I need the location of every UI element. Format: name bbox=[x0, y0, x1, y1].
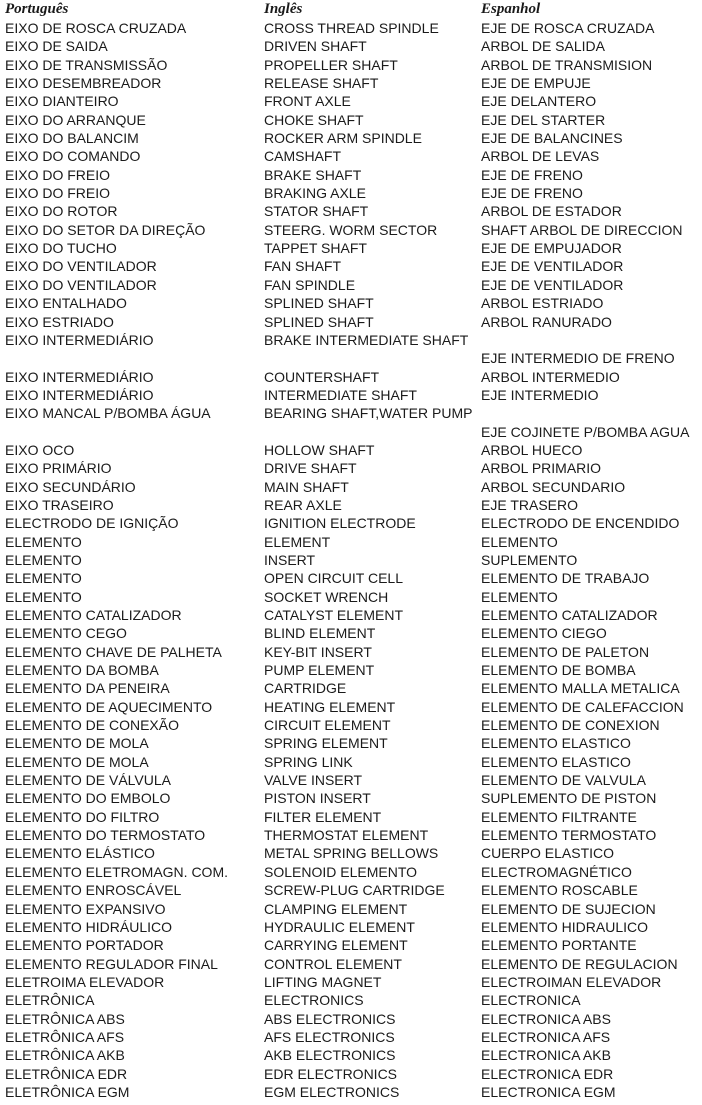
term-portuguese: ELEMENTO bbox=[5, 588, 82, 605]
term-spanish: ELEMENTO ROSCABLE bbox=[481, 882, 638, 899]
term-english: BRAKE SHAFT bbox=[264, 166, 362, 183]
glossary-row bbox=[0, 166, 702, 184]
glossary-row bbox=[0, 918, 702, 936]
term-portuguese: ELEMENTO ENROSCÁVEL bbox=[5, 882, 182, 899]
term-portuguese: EIXO ENTALHADO bbox=[5, 295, 127, 312]
glossary-row bbox=[0, 1046, 702, 1064]
glossary-row bbox=[0, 386, 702, 404]
term-portuguese: EIXO DO ROTOR bbox=[5, 203, 118, 220]
term-english: CARRYING ELEMENT bbox=[264, 937, 408, 954]
term-portuguese: EIXO DO ARRANQUE bbox=[5, 111, 146, 128]
glossary-row bbox=[0, 423, 702, 441]
glossary-row bbox=[0, 202, 702, 220]
term-spanish: ARBOL PRIMARIO bbox=[481, 460, 602, 477]
term-english: AKB ELECTRONICS bbox=[264, 1047, 396, 1064]
term-portuguese: ELETRÔNICA AFS bbox=[5, 1028, 125, 1045]
term-portuguese: EIXO INTERMEDIÁRIO bbox=[5, 331, 154, 348]
term-english: OPEN CIRCUIT CELL bbox=[264, 570, 403, 587]
term-english: SPLINED SHAFT bbox=[264, 313, 374, 330]
term-portuguese: ELEMENTO DE MOLA bbox=[5, 753, 149, 770]
glossary-row bbox=[0, 404, 702, 422]
glossary-row bbox=[0, 1083, 702, 1101]
glossary-row bbox=[0, 349, 702, 367]
term-english: HEATING ELEMENT bbox=[264, 698, 396, 715]
term-spanish: ELEMENTO DE VALVULA bbox=[481, 772, 646, 789]
term-portuguese: ELEMENTO DE MOLA bbox=[5, 735, 149, 752]
glossary-row bbox=[0, 147, 702, 165]
term-portuguese: ELEMENTO EXPANSIVO bbox=[5, 900, 166, 917]
glossary-row bbox=[0, 881, 702, 899]
glossary-row bbox=[0, 37, 702, 55]
glossary-row bbox=[0, 588, 702, 606]
term-spanish: ELEMENTO ELASTICO bbox=[481, 735, 631, 752]
glossary-row bbox=[0, 496, 702, 514]
glossary-row bbox=[0, 221, 702, 239]
term-portuguese: EIXO PRIMÁRIO bbox=[5, 460, 112, 477]
term-portuguese: ELEMENTO REGULADOR FINAL bbox=[5, 955, 218, 972]
term-spanish: EJE DE EMPUJADOR bbox=[481, 240, 622, 257]
term-spanish: CUERPO ELASTICO bbox=[481, 845, 615, 862]
term-english: IGNITION ELECTRODE bbox=[264, 515, 416, 532]
term-portuguese: EIXO DE SAIDA bbox=[5, 38, 108, 55]
term-spanish: EJE DE BALANCINES bbox=[481, 130, 623, 147]
term-english: DRIVE SHAFT bbox=[264, 460, 357, 477]
term-portuguese: ELEMENTO DO FILTRO bbox=[5, 808, 160, 825]
term-portuguese: ELEMENTO CATALIZADOR bbox=[5, 607, 182, 623]
term-portuguese: ELEMENTO ELÁSTICO bbox=[5, 845, 155, 862]
term-english: ROCKER ARM SPINDLE bbox=[264, 130, 422, 147]
term-spanish: ARBOL ESTRIADO bbox=[481, 295, 604, 312]
glossary-row bbox=[0, 661, 702, 679]
term-spanish: EJE COJINETE P/BOMBA AGUA bbox=[481, 423, 690, 440]
glossary-row bbox=[0, 863, 702, 881]
term-portuguese: EIXO ESTRIADO bbox=[5, 313, 114, 330]
header-english: Inglês bbox=[264, 1, 303, 17]
term-spanish: ARBOL DE TRANSMISION bbox=[481, 56, 653, 73]
term-english: FRONT AXLE bbox=[264, 93, 351, 110]
term-portuguese: EIXO DO VENTILADOR bbox=[5, 258, 157, 275]
term-spanish: EJE DE FRENO bbox=[481, 185, 583, 202]
glossary-row bbox=[0, 844, 702, 862]
term-spanish: SUPLEMENTO DE PISTON bbox=[481, 790, 657, 807]
term-portuguese: ELEMENTO bbox=[5, 533, 82, 550]
term-spanish: EJE DEL STARTER bbox=[481, 111, 606, 128]
term-portuguese: EIXO MANCAL P/BOMBA ÁGUA bbox=[5, 405, 211, 422]
glossary-row bbox=[0, 533, 702, 551]
term-spanish: ELEMENTO TERMOSTATO bbox=[481, 827, 657, 844]
glossary-row bbox=[0, 808, 702, 826]
term-spanish: ELECTRONICA bbox=[481, 992, 581, 1009]
glossary-row bbox=[0, 771, 702, 789]
header-spanish: Espanhol bbox=[481, 1, 541, 17]
term-english: EDR ELECTRONICS bbox=[264, 1065, 398, 1082]
term-portuguese: ELEMENTO bbox=[5, 570, 82, 587]
term-spanish: ELEMENTO ELASTICO bbox=[481, 753, 631, 770]
term-english: ABS ELECTRONICS bbox=[264, 1010, 396, 1027]
term-spanish: EJE DE VENTILADOR bbox=[481, 276, 624, 293]
term-spanish: ARBOL INTERMEDIO bbox=[481, 368, 620, 385]
term-portuguese: EIXO DO BALANCIM bbox=[5, 130, 139, 147]
term-english: HOLLOW SHAFT bbox=[264, 441, 375, 458]
term-english: SPLINED SHAFT bbox=[264, 295, 374, 312]
term-portuguese: ELECTRODO DE IGNIÇÃO bbox=[5, 515, 179, 532]
term-english: CONTROL ELEMENT bbox=[264, 955, 402, 972]
glossary-row bbox=[0, 459, 702, 477]
glossary-row bbox=[0, 184, 702, 202]
term-english: BRAKE INTERMEDIATE SHAFT bbox=[264, 331, 469, 348]
term-english: SPRING LINK bbox=[264, 753, 353, 770]
term-english: TAPPET SHAFT bbox=[264, 240, 367, 257]
term-spanish: EJE DELANTERO bbox=[481, 93, 597, 110]
term-english: CARTRIDGE bbox=[264, 680, 347, 697]
term-portuguese: ELETRÔNICA AKB bbox=[5, 1047, 125, 1064]
term-spanish: ELEMENTO CIEGO bbox=[481, 625, 607, 642]
term-spanish: EJE INTERMEDIO bbox=[481, 386, 599, 403]
term-portuguese: EIXO INTERMEDIÁRIO bbox=[5, 386, 154, 403]
term-english: SCREW-PLUG CARTRIDGE bbox=[264, 882, 445, 899]
term-portuguese: ELEMENTO HIDRÁULICO bbox=[5, 918, 172, 935]
term-spanish: ELEMENTO DE SUJECION bbox=[481, 900, 656, 917]
glossary-row bbox=[0, 74, 702, 92]
term-portuguese: EIXO OCO bbox=[5, 441, 75, 458]
term-portuguese: ELEMENTO CEGO bbox=[5, 625, 127, 642]
term-spanish: ELECTRONICA AKB bbox=[481, 1047, 611, 1064]
term-spanish: ARBOL DE LEVAS bbox=[481, 148, 600, 165]
term-english: SOCKET WRENCH bbox=[264, 588, 389, 605]
term-spanish: ELECTRODO DE ENCENDIDO bbox=[481, 515, 680, 532]
glossary-row bbox=[0, 478, 702, 496]
term-spanish: ELEMENTO DE CONEXION bbox=[481, 717, 660, 734]
glossary-row bbox=[0, 313, 702, 331]
term-spanish: ELEMENTO HIDRAULICO bbox=[481, 918, 648, 935]
glossary-row bbox=[0, 92, 702, 110]
term-portuguese: EIXO DIANTEIRO bbox=[5, 93, 119, 110]
term-english: CAMSHAFT bbox=[264, 148, 341, 165]
term-portuguese: ELEMENTO DO EMBOLO bbox=[5, 790, 171, 807]
term-english: FAN SPINDLE bbox=[264, 276, 356, 293]
term-english: FILTER ELEMENT bbox=[264, 808, 382, 825]
term-english: VALVE INSERT bbox=[264, 772, 363, 789]
term-english: ELECTRONICS bbox=[264, 992, 364, 1009]
term-spanish: ELEMENTO DE TRABAJO bbox=[481, 570, 650, 587]
term-english: INSERT bbox=[264, 551, 316, 568]
term-spanish: ELEMENTO DE BOMBA bbox=[481, 662, 636, 679]
term-spanish: ELECTRONICA AFS bbox=[481, 1028, 611, 1045]
term-portuguese: ELEMENTO CHAVE DE PALHETA bbox=[5, 643, 222, 660]
term-english: EGM ELECTRONICS bbox=[264, 1083, 400, 1100]
term-english: REAR AXLE bbox=[264, 496, 342, 513]
term-spanish: SHAFT ARBOL DE DIRECCION bbox=[481, 221, 683, 238]
term-english: BLIND ELEMENT bbox=[264, 625, 376, 642]
glossary-row bbox=[0, 19, 702, 37]
glossary-row bbox=[0, 716, 702, 734]
term-english: SPRING ELEMENT bbox=[264, 735, 388, 752]
term-english: COUNTERSHAFT bbox=[264, 368, 380, 385]
glossary-row bbox=[0, 679, 702, 697]
term-english: CHOKE SHAFT bbox=[264, 111, 364, 128]
term-portuguese: ELEMENTO DE VÁLVULA bbox=[5, 772, 171, 789]
glossary-row bbox=[0, 936, 702, 954]
glossary-row bbox=[0, 1028, 702, 1046]
term-spanish: ELECTRONICA ABS bbox=[481, 1010, 611, 1027]
term-english: ELEMENT bbox=[264, 533, 331, 550]
term-english: INTERMEDIATE SHAFT bbox=[264, 386, 417, 403]
term-portuguese: EIXO DE TRANSMISSÃO bbox=[5, 56, 168, 73]
header-portuguese: Português bbox=[5, 1, 69, 17]
term-spanish: SUPLEMENTO bbox=[481, 551, 578, 568]
term-portuguese: EIXO DO TUCHO bbox=[5, 240, 117, 257]
glossary-row bbox=[0, 368, 702, 386]
term-spanish: ELECTROIMAN ELEVADOR bbox=[481, 973, 662, 990]
term-english: BRAKING AXLE bbox=[264, 185, 366, 202]
term-spanish: ELECTRONICA EDR bbox=[481, 1065, 614, 1082]
term-portuguese: EIXO DE ROSCA CRUZADA bbox=[5, 20, 187, 36]
glossary-row bbox=[0, 955, 702, 973]
term-portuguese: EIXO SECUNDÁRIO bbox=[5, 478, 136, 495]
term-english: PISTON INSERT bbox=[264, 790, 371, 807]
term-portuguese: ELETROIMA ELEVADOR bbox=[5, 973, 165, 990]
term-spanish: ELECTROMAGNÉTICO bbox=[481, 863, 632, 880]
glossary-row bbox=[0, 698, 702, 716]
term-english: PUMP ELEMENT bbox=[264, 662, 375, 679]
glossary-row bbox=[0, 734, 702, 752]
term-portuguese: ELEMENTO DA BOMBA bbox=[5, 662, 159, 679]
term-spanish: ELEMENTO FILTRANTE bbox=[481, 808, 637, 825]
glossary-row bbox=[0, 624, 702, 642]
term-portuguese: EIXO DO VENTILADOR bbox=[5, 276, 157, 293]
term-spanish: ELEMENTO MALLA METALICA bbox=[481, 680, 680, 697]
term-portuguese: ELEMENTO bbox=[5, 551, 82, 568]
term-spanish: ELECTRONICA EGM bbox=[481, 1083, 616, 1100]
term-portuguese: ELEMENTO DA PENEIRA bbox=[5, 680, 170, 697]
term-english: METAL SPRING BELLOWS bbox=[264, 845, 439, 862]
glossary-row bbox=[0, 606, 702, 624]
term-english: DRIVEN SHAFT bbox=[264, 38, 367, 55]
term-spanish: EJE DE ROSCA CRUZADA bbox=[481, 20, 655, 36]
glossary-row bbox=[0, 1010, 702, 1028]
term-portuguese: ELETRÔNICA EDR bbox=[5, 1065, 128, 1082]
term-english: STATOR SHAFT bbox=[264, 203, 369, 220]
term-english: FAN SHAFT bbox=[264, 258, 342, 275]
term-portuguese: EIXO INTERMEDIÁRIO bbox=[5, 368, 154, 385]
glossary-row bbox=[0, 973, 702, 991]
term-english: LIFTING MAGNET bbox=[264, 973, 382, 990]
term-portuguese: EIXO DO FREIO bbox=[5, 185, 111, 202]
glossary-rows bbox=[0, 19, 702, 1101]
term-spanish: EJE TRASERO bbox=[481, 496, 578, 513]
glossary-row bbox=[0, 514, 702, 532]
term-spanish: ELEMENTO DE CALEFACCION bbox=[481, 698, 684, 715]
term-spanish: EJE INTERMEDIO DE FRENO bbox=[481, 350, 675, 367]
term-english: CLAMPING ELEMENT bbox=[264, 900, 408, 917]
term-portuguese: ELEMENTO ELETROMAGN. COM. bbox=[5, 863, 228, 880]
glossary-row bbox=[0, 789, 702, 807]
glossary-row bbox=[0, 1065, 702, 1083]
term-spanish: ARBOL SECUNDARIO bbox=[481, 478, 626, 495]
term-english: CIRCUIT ELEMENT bbox=[264, 717, 391, 734]
glossary-row bbox=[0, 753, 702, 771]
term-portuguese: EIXO DO SETOR DA DIREÇÃO bbox=[5, 221, 206, 238]
term-english: STEERG. WORM SECTOR bbox=[264, 221, 438, 238]
term-portuguese: EIXO TRASEIRO bbox=[5, 496, 114, 513]
term-portuguese: EIXO DO COMANDO bbox=[5, 148, 141, 165]
term-english: THERMOSTAT ELEMENT bbox=[264, 827, 429, 844]
term-spanish: ELEMENTO DE REGULACION bbox=[481, 955, 678, 972]
glossary-row bbox=[0, 826, 702, 844]
term-spanish: EJE DE EMPUJE bbox=[481, 75, 591, 92]
glossary-row bbox=[0, 276, 702, 294]
term-spanish: ELEMENTO bbox=[481, 533, 558, 550]
term-spanish: EJE DE FRENO bbox=[481, 166, 583, 183]
term-english: BEARING SHAFT,WATER PUMP bbox=[264, 405, 473, 422]
glossary-row bbox=[0, 294, 702, 312]
term-portuguese: ELETRÔNICA EGM bbox=[5, 1083, 130, 1100]
glossary-row bbox=[0, 56, 702, 74]
glossary-row bbox=[0, 331, 702, 349]
glossary-row bbox=[0, 551, 702, 569]
term-portuguese: ELETRÔNICA ABS bbox=[5, 1010, 125, 1027]
term-english: AFS ELECTRONICS bbox=[264, 1028, 395, 1045]
term-english: CATALYST ELEMENT bbox=[264, 607, 403, 623]
glossary-row bbox=[0, 129, 702, 147]
term-portuguese: ELETRÔNICA bbox=[5, 992, 95, 1009]
glossary-row bbox=[0, 991, 702, 1009]
term-spanish: EJE DE VENTILADOR bbox=[481, 258, 624, 275]
term-portuguese: ELEMENTO PORTADOR bbox=[5, 937, 164, 954]
term-english: RELEASE SHAFT bbox=[264, 75, 379, 92]
term-english: SOLENOID ELEMENTO bbox=[264, 863, 418, 880]
term-portuguese: EIXO DESEMBREADOR bbox=[5, 75, 162, 92]
glossary-row bbox=[0, 441, 702, 459]
term-spanish: ELEMENTO CATALIZADOR bbox=[481, 607, 658, 623]
glossary-row bbox=[0, 900, 702, 918]
term-spanish: ARBOL RANURADO bbox=[481, 313, 612, 330]
glossary-row bbox=[0, 569, 702, 587]
term-english: HYDRAULIC ELEMENT bbox=[264, 918, 415, 935]
term-portuguese: ELEMENTO DE CONEXÃO bbox=[5, 717, 180, 734]
term-portuguese: EIXO DO FREIO bbox=[5, 166, 111, 183]
term-portuguese: ELEMENTO DO TERMOSTATO bbox=[5, 827, 206, 844]
term-english: CROSS THREAD SPINDLE bbox=[264, 20, 439, 36]
glossary-row bbox=[0, 239, 702, 257]
glossary-row bbox=[0, 643, 702, 661]
glossary-row bbox=[0, 257, 702, 275]
term-english: MAIN SHAFT bbox=[264, 478, 349, 495]
term-spanish: ARBOL DE ESTADOR bbox=[481, 203, 622, 220]
term-portuguese: ELEMENTO DE AQUECIMENTO bbox=[5, 698, 213, 715]
term-spanish: ELEMENTO bbox=[481, 588, 558, 605]
term-spanish: ARBOL HUECO bbox=[481, 441, 583, 458]
term-english: KEY-BIT INSERT bbox=[264, 643, 372, 660]
term-english: PROPELLER SHAFT bbox=[264, 56, 398, 73]
term-spanish: ARBOL DE SALIDA bbox=[481, 38, 605, 55]
glossary-row bbox=[0, 111, 702, 129]
term-spanish: ELEMENTO PORTANTE bbox=[481, 937, 637, 954]
term-spanish: ELEMENTO DE PALETON bbox=[481, 643, 650, 660]
